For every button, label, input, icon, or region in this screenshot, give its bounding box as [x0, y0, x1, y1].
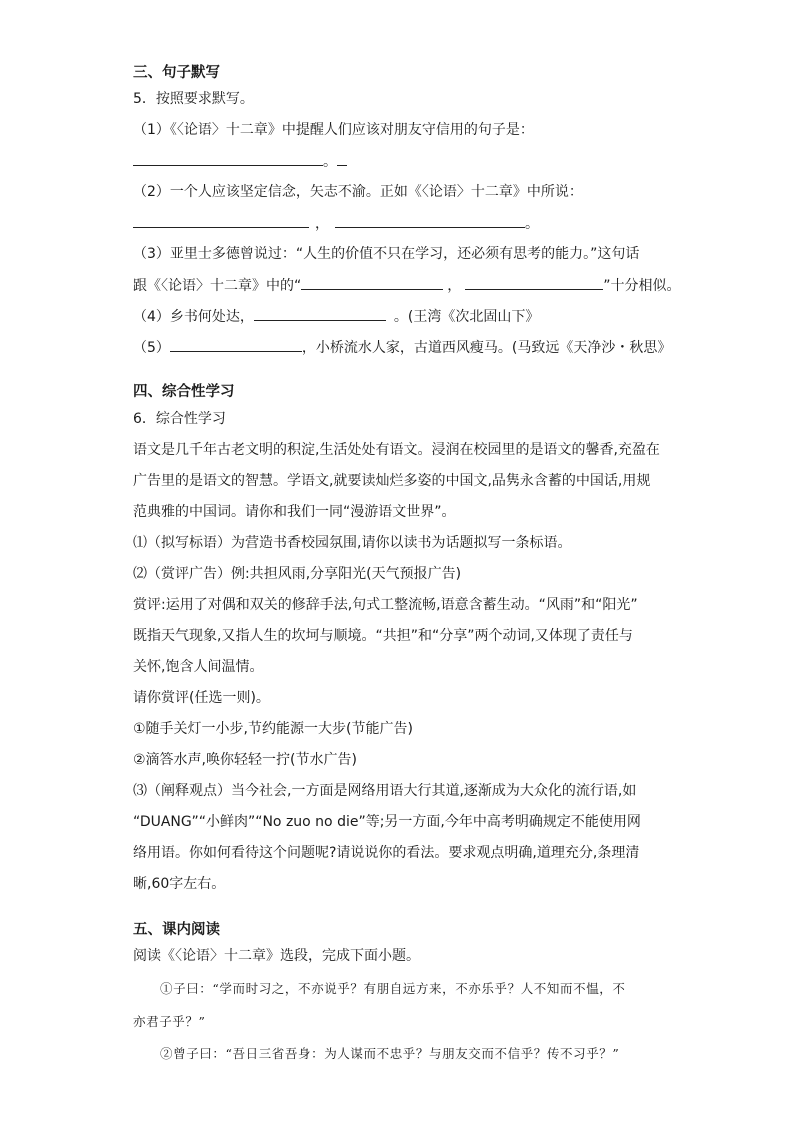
question-5-title: 5．按照要求默写。	[133, 91, 254, 107]
item-1-blank[interactable]	[133, 152, 323, 166]
task-3-line-3: 络用语。你如何看待这个问题呢?请说说你的看法。要求观点明确,道理充分,条理清	[133, 845, 640, 861]
section-4-heading: 四、综合性学习	[133, 384, 235, 400]
item-2-prompt: （2）一个人应该坚定信念，矢志不渝。正如《〈论语〉十二章》中所说：	[133, 184, 583, 200]
item-4-line	[133, 307, 539, 326]
item-3-tail: ”十分相似。	[603, 278, 681, 294]
item-4-source: 。(王湾《次北固山下》	[393, 309, 540, 325]
item-4-blank[interactable]	[254, 307, 386, 321]
comment-line-1: 赏评:运用了对偶和双关的修辞手法,句式工整流畅,语意含蓄生动。“风雨”和“阳光”	[133, 597, 638, 613]
item-1-prompt: （1）《〈论语〉十二章》中提醒人们应该对朋友守信用的句子是：	[133, 122, 534, 138]
item-3-blank-1[interactable]	[301, 276, 443, 290]
task-2: ⑵（赏评广告）例:共担风雨,分享阳光(天气预报广告)	[133, 566, 462, 582]
intro-line-2: 广告里的是语文的智慧。学语文,就要读灿烂多姿的中国文,品隽永含蓄的中国话,用规	[133, 473, 651, 489]
quote-1-line-2: 亦君子乎？”	[133, 1014, 206, 1029]
task-3-line-4: 晰,60字左右。	[133, 876, 226, 892]
intro-line-3: 范典雅的中国词。请你和我们一同“漫游语文世界”。	[133, 504, 456, 520]
item-5-lead: （5）	[133, 340, 170, 356]
task-3-line-1: ⑶（阐释观点）当今社会,一方面是网络用语大行其道,逐渐成为大众化的流行语,如	[133, 783, 637, 799]
section-3-heading: 三、句子默写	[133, 65, 220, 81]
item-2-answer-line	[133, 214, 539, 233]
comment-line-3: 关怀,饱含人间温情。	[133, 659, 264, 675]
item-3-lead: 跟《〈论语〉十二章》中的“	[133, 278, 302, 294]
item-3-blank-2[interactable]	[465, 276, 603, 290]
item-3-prompt: （3）亚里士多德曾说过：“人生的价值不只在学习，还必须有思考的能力。”这句话	[133, 246, 640, 262]
intro-line-1: 语文是几千年古老文明的积淀,生活处处有语文。浸润在校园里的是语文的馨香,充盈在	[133, 442, 660, 458]
item-1-end: 。	[323, 154, 337, 170]
quote-1-line-1: ①子曰：“学而时习之，不亦说乎？有朋自远方来，不亦乐乎？人不知而不愠，不	[160, 981, 626, 996]
item-5-source: ，小桥流水人家，古道西风瘦马。(马致远《天净沙・秋思》	[301, 340, 672, 356]
task-1: ⑴（拟写标语）为营造书香校园氛围,请你以读书为话题拟写一条标语。	[133, 535, 572, 551]
task-3-line-2: “DUANG”“小鲜肉”“No zuo no die”等;另一方面,今年中高考明确规定不能使用网	[133, 814, 641, 830]
item-2-blank-1[interactable]	[133, 214, 309, 228]
comment-line-2: 既指天气现象,又指人生的坎坷与顺境。“共担”和“分享”两个动词,又体现了责任与	[133, 628, 633, 644]
item-1-tail	[337, 152, 347, 166]
item-4-lead: （4）乡书何处达，	[133, 309, 254, 325]
option-2: ②滴答水声,唤你轻轻一拧(节水广告)	[133, 752, 357, 768]
item-1-answer-line	[133, 152, 347, 171]
item-3-comma: ，	[447, 278, 462, 294]
item-3-answer-line	[133, 276, 681, 295]
item-2-blank-2[interactable]	[335, 214, 525, 228]
reading-intro: 阅读《〈论语〉十二章》选段，完成下面小题。	[133, 948, 420, 964]
option-1: ①随手关灯一小步,节约能源一大步(节能广告)	[133, 721, 413, 737]
item-2-comma: ，	[315, 216, 329, 232]
section-5-heading: 五、课内阅读	[133, 922, 220, 938]
item-2-end: 。	[525, 216, 539, 232]
question-6-title: 6．综合性学习	[133, 411, 226, 427]
quote-2: ②曾子曰：“吾日三省吾身：为人谋而不忠乎？与朋友交而不信乎？传不习乎？”	[160, 1046, 620, 1061]
item-5-line	[133, 338, 671, 357]
item-5-blank[interactable]	[170, 338, 302, 352]
choose-prompt: 请你赏评(任选一则)。	[133, 690, 270, 706]
